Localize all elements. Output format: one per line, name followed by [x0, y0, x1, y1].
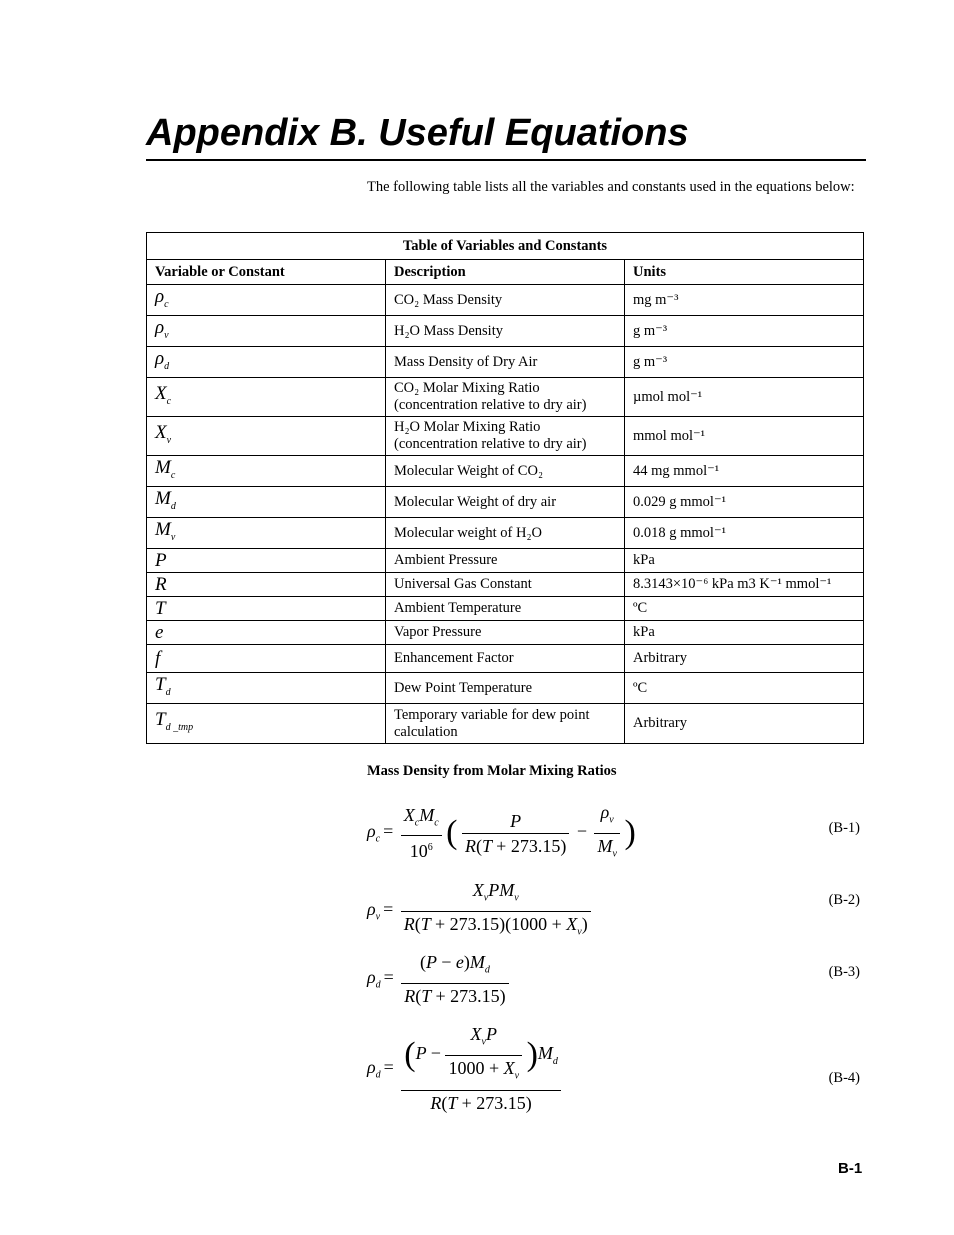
column-header: Units [625, 260, 864, 285]
page-number: B-1 [838, 1160, 863, 1177]
variable-units: kPa [625, 621, 864, 645]
variable-units: 8.3143×10⁻⁶ kPa m3 K⁻¹ mmol⁻¹ [625, 573, 864, 597]
variable-description: Mass Density of Dry Air [386, 347, 625, 378]
variable-units: 0.029 g mmol⁻¹ [625, 487, 864, 518]
symbol-text: T [155, 673, 166, 695]
symbol-text: ρ [155, 347, 165, 369]
variable-units: Arbitrary [625, 645, 864, 673]
table-row [147, 518, 864, 549]
variable-symbol [147, 378, 386, 417]
variable-description: Enhancement Factor [386, 645, 625, 673]
symbol-subscript: d [170, 500, 176, 512]
table-row [147, 645, 864, 673]
symbol-subscript: c [164, 298, 169, 310]
variable-description: H₂O Molar Mixing Ratio (concentration relative to dry air) [386, 417, 625, 456]
symbol-subscript: d [165, 686, 171, 698]
intro-paragraph: The following table lists all the variables and constants used in the equations below: [367, 179, 855, 195]
symbol-text: R [155, 574, 167, 595]
variable-symbol [147, 645, 386, 673]
variable-units: 44 mg mmol⁻¹ [625, 456, 864, 487]
section-heading: Mass Density from Molar Mixing Ratios [367, 763, 617, 779]
equation-b2: $\rho_v$ = $\frac{X_vPM_v}{R(T + 273.15)(1000 + X_v)}$ (B-2) [367, 880, 860, 938]
column-header: Description [386, 260, 625, 285]
variable-symbol [147, 417, 386, 456]
table-row [147, 704, 864, 744]
symbol-subscript: v [166, 434, 172, 446]
table-row [147, 347, 864, 378]
symbol-subscript: v [164, 329, 169, 341]
table-row [147, 621, 864, 645]
symbol-text: f [155, 648, 161, 669]
symbol-subscript: c [166, 395, 172, 407]
variable-symbol [147, 673, 386, 704]
variable-units: mg m⁻³ [625, 285, 864, 316]
table-row [147, 597, 864, 621]
variable-units: kPa [625, 549, 864, 573]
equation-label: (B-4) [828, 1070, 860, 1086]
symbol-subscript: c [170, 469, 176, 481]
variable-description: Temporary variable for dew point calculation [386, 704, 625, 744]
symbol-text: T [155, 598, 166, 619]
variable-units: ºC [625, 673, 864, 704]
variable-symbol [147, 518, 386, 549]
table-row [147, 549, 864, 573]
variable-units: mmol mol⁻¹ [625, 417, 864, 456]
variable-description: Universal Gas Constant [386, 573, 625, 597]
symbol-text: M [155, 456, 171, 478]
symbol-text: X [155, 421, 167, 443]
variable-symbol [147, 487, 386, 518]
symbol-text: M [155, 518, 171, 540]
variables-table [146, 232, 864, 744]
table-row [147, 285, 864, 316]
column-header: Variable or Constant [147, 260, 386, 285]
variable-description: CO₂ Mass Density [386, 285, 625, 316]
equation-label: (B-3) [828, 964, 860, 980]
table-row [147, 378, 864, 417]
table-row [147, 456, 864, 487]
equation-label: (B-2) [828, 892, 860, 908]
symbol-text: T [155, 709, 166, 731]
table-row [147, 673, 864, 704]
table-row [147, 417, 864, 456]
variable-units: µmol mol⁻¹ [625, 378, 864, 417]
variable-units: 0.018 g mmol⁻¹ [625, 518, 864, 549]
table-caption: Table of Variables and Constants [147, 233, 864, 260]
variable-description: Molecular Weight of dry air [386, 487, 625, 518]
equation-b1: $\rho_c$ = $\frac{X_cM_c}{10^6}$ ( $\frac{P}{R(T + 273.15)}$ − $\frac{\rho_v}{M_v}$ ) (B-1) [367, 802, 860, 862]
symbol-subscript: d [164, 360, 170, 372]
symbol-text: X [155, 382, 167, 404]
variable-description: Ambient Pressure [386, 549, 625, 573]
variable-description: Vapor Pressure [386, 621, 625, 645]
variable-symbol [147, 316, 386, 347]
symbol-text: P [155, 550, 167, 571]
symbol-text: e [155, 622, 164, 643]
variable-units: g m⁻³ [625, 347, 864, 378]
equation-label: (B-1) [828, 820, 860, 836]
symbol-text: M [155, 487, 171, 509]
equation-b4: $\rho_d$ = (P − $\frac{X_vP}{1000 + X_v}$ )$M_d$ R(T + 273.15) (B-4) [367, 1024, 860, 1114]
variable-description: Ambient Temperature [386, 597, 625, 621]
variable-symbol [147, 285, 386, 316]
variable-symbol [147, 597, 386, 621]
table-body [147, 285, 864, 744]
variable-description: H₂O Mass Density [386, 316, 625, 347]
variable-symbol [147, 573, 386, 597]
variable-symbol [147, 347, 386, 378]
variable-description: Molecular weight of H₂O [386, 518, 625, 549]
variable-units: ºC [625, 597, 864, 621]
variable-symbol [147, 704, 386, 744]
page-title: Appendix B. Useful Equations [146, 108, 866, 161]
variable-description: CO₂ Molar Mixing Ratio (concentration relative to dry air) [386, 378, 625, 417]
table-row [147, 573, 864, 597]
symbol-text: ρ [155, 285, 165, 307]
equation-b3: $\rho_d$ = $\frac{(P - e)M_d}{R(T + 273.15)}$ (B-3) [367, 952, 860, 1006]
symbol-subscript: v [170, 531, 176, 543]
variable-description: Molecular Weight of CO₂ [386, 456, 625, 487]
variable-units: Arbitrary [625, 704, 864, 744]
variable-units: g m⁻³ [625, 316, 864, 347]
symbol-text: ρ [155, 316, 165, 338]
variable-description: Dew Point Temperature [386, 673, 625, 704]
variable-symbol [147, 456, 386, 487]
table-row [147, 487, 864, 518]
table-row [147, 316, 864, 347]
symbol-subscript: d _tmp [165, 721, 194, 733]
variable-symbol [147, 549, 386, 573]
variable-symbol [147, 621, 386, 645]
